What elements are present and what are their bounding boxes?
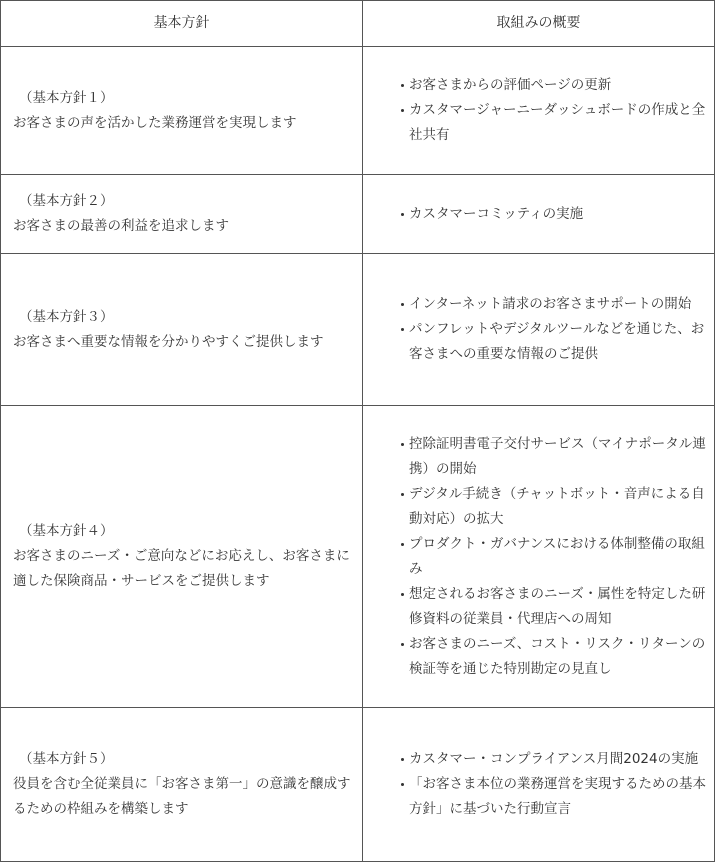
bullet-icon: [401, 783, 404, 786]
header-initiatives: 取組みの概要: [496, 15, 581, 31]
policy-text: お客さまのニーズ・ご意向などにお応えし、お客さまに適した保険商品・サービスをご提供します: [13, 548, 350, 589]
policy-cell: [1, 175, 363, 253]
initiative-text: カスタマーコミッティの実施: [409, 205, 584, 222]
initiative-list: [409, 747, 706, 822]
bullet-icon: [401, 84, 404, 87]
policy-number: （基本方針５）: [19, 751, 114, 767]
table-row-policy-4: [1, 405, 714, 707]
table-row-policy-3: [1, 253, 714, 405]
list-item: [401, 482, 706, 532]
initiative-text: デジタル手続き（チャットボット・音声による自動対応）の拡大: [409, 485, 705, 527]
policy-text: お客さまの最善の利益を追求します: [13, 218, 229, 234]
bullet-icon: [401, 443, 404, 446]
initiative-list: [409, 432, 706, 682]
table-row-policy-1: [1, 46, 714, 174]
initiative-text: お客さまのニーズ、コスト・リスク・リターンの検証等を通じた特別勘定の見直し: [409, 635, 706, 677]
initiative-text: 「お客さま本位の業務運営を実現するための基本方針」に基づいた行動宣言: [409, 776, 706, 817]
header-basic-policy: 基本方針: [1, 1, 363, 46]
policy-text: 役員を含む全従業員に「お客さま第一」の意識を醸成するための枠組みを構築します: [13, 776, 351, 817]
bullet-icon: [401, 643, 404, 646]
bullet-icon: [401, 758, 404, 761]
list-item: [401, 73, 706, 98]
initiatives-cell: [363, 406, 714, 707]
bullet-icon: [401, 303, 404, 306]
policy-number: （基本方針２）: [19, 193, 114, 209]
initiative-text: インターネット請求のお客さまサポートの開始: [409, 296, 692, 312]
initiative-text: お客さまからの評価ページの更新: [409, 77, 612, 93]
policy-number: （基本方針３）: [19, 308, 114, 325]
policy-number: （基本方針１）: [19, 89, 114, 106]
list-item: [401, 582, 706, 632]
initiative-text: カスタマージャーニーダッシュボードの作成と全社共有: [409, 102, 706, 143]
bullet-icon: [401, 543, 404, 546]
initiatives-cell: [363, 47, 714, 174]
bullet-icon: [401, 593, 404, 596]
initiatives-cell: [363, 708, 714, 861]
initiative-list: [409, 73, 706, 148]
policy-cell: [1, 254, 363, 405]
initiatives-cell: [363, 254, 714, 405]
policy-cell: [1, 708, 363, 861]
list-item: [401, 202, 706, 227]
list-item: [401, 432, 706, 482]
table-header-row: [1, 1, 714, 46]
table-row-policy-2: [1, 174, 714, 253]
list-item: [401, 532, 706, 582]
list-item: [401, 317, 706, 367]
list-item: [401, 772, 706, 822]
initiative-text: プロダクト・ガバナンスにおける体制整備の取組み: [409, 535, 705, 577]
list-item: [401, 292, 706, 317]
policy-cell: [1, 47, 363, 174]
list-item: [401, 632, 706, 682]
initiative-text: 想定されるお客さまのニーズ・属性を特定した研修資料の従業員・代理店への周知: [409, 585, 706, 627]
bullet-icon: [401, 493, 404, 496]
initiative-text: カスタマー・コンプライアンス月間2024の実施: [409, 751, 699, 767]
table-row-policy-5: [1, 707, 714, 861]
initiatives-cell: [363, 175, 714, 253]
bullet-icon: [401, 109, 404, 112]
policy-text: お客さまの声を活かした業務運営を実現します: [13, 114, 297, 131]
policy-text: お客さまへ重要な情報を分かりやすくご提供します: [13, 333, 324, 350]
bullet-icon: [401, 328, 404, 331]
policy-number: （基本方針４）: [19, 523, 114, 539]
policy-cell: [1, 406, 363, 707]
list-item: [401, 98, 706, 148]
initiative-text: 控除証明書電子交付サービス（マイナポータル連携）の開始: [409, 435, 706, 477]
initiative-list: [409, 202, 706, 227]
initiative-list: [409, 292, 706, 367]
bullet-icon: [401, 213, 404, 216]
initiative-text: パンフレットやデジタルツールなどを通じた、お客さまへの重要な情報のご提供: [409, 321, 705, 362]
list-item: [401, 747, 706, 772]
